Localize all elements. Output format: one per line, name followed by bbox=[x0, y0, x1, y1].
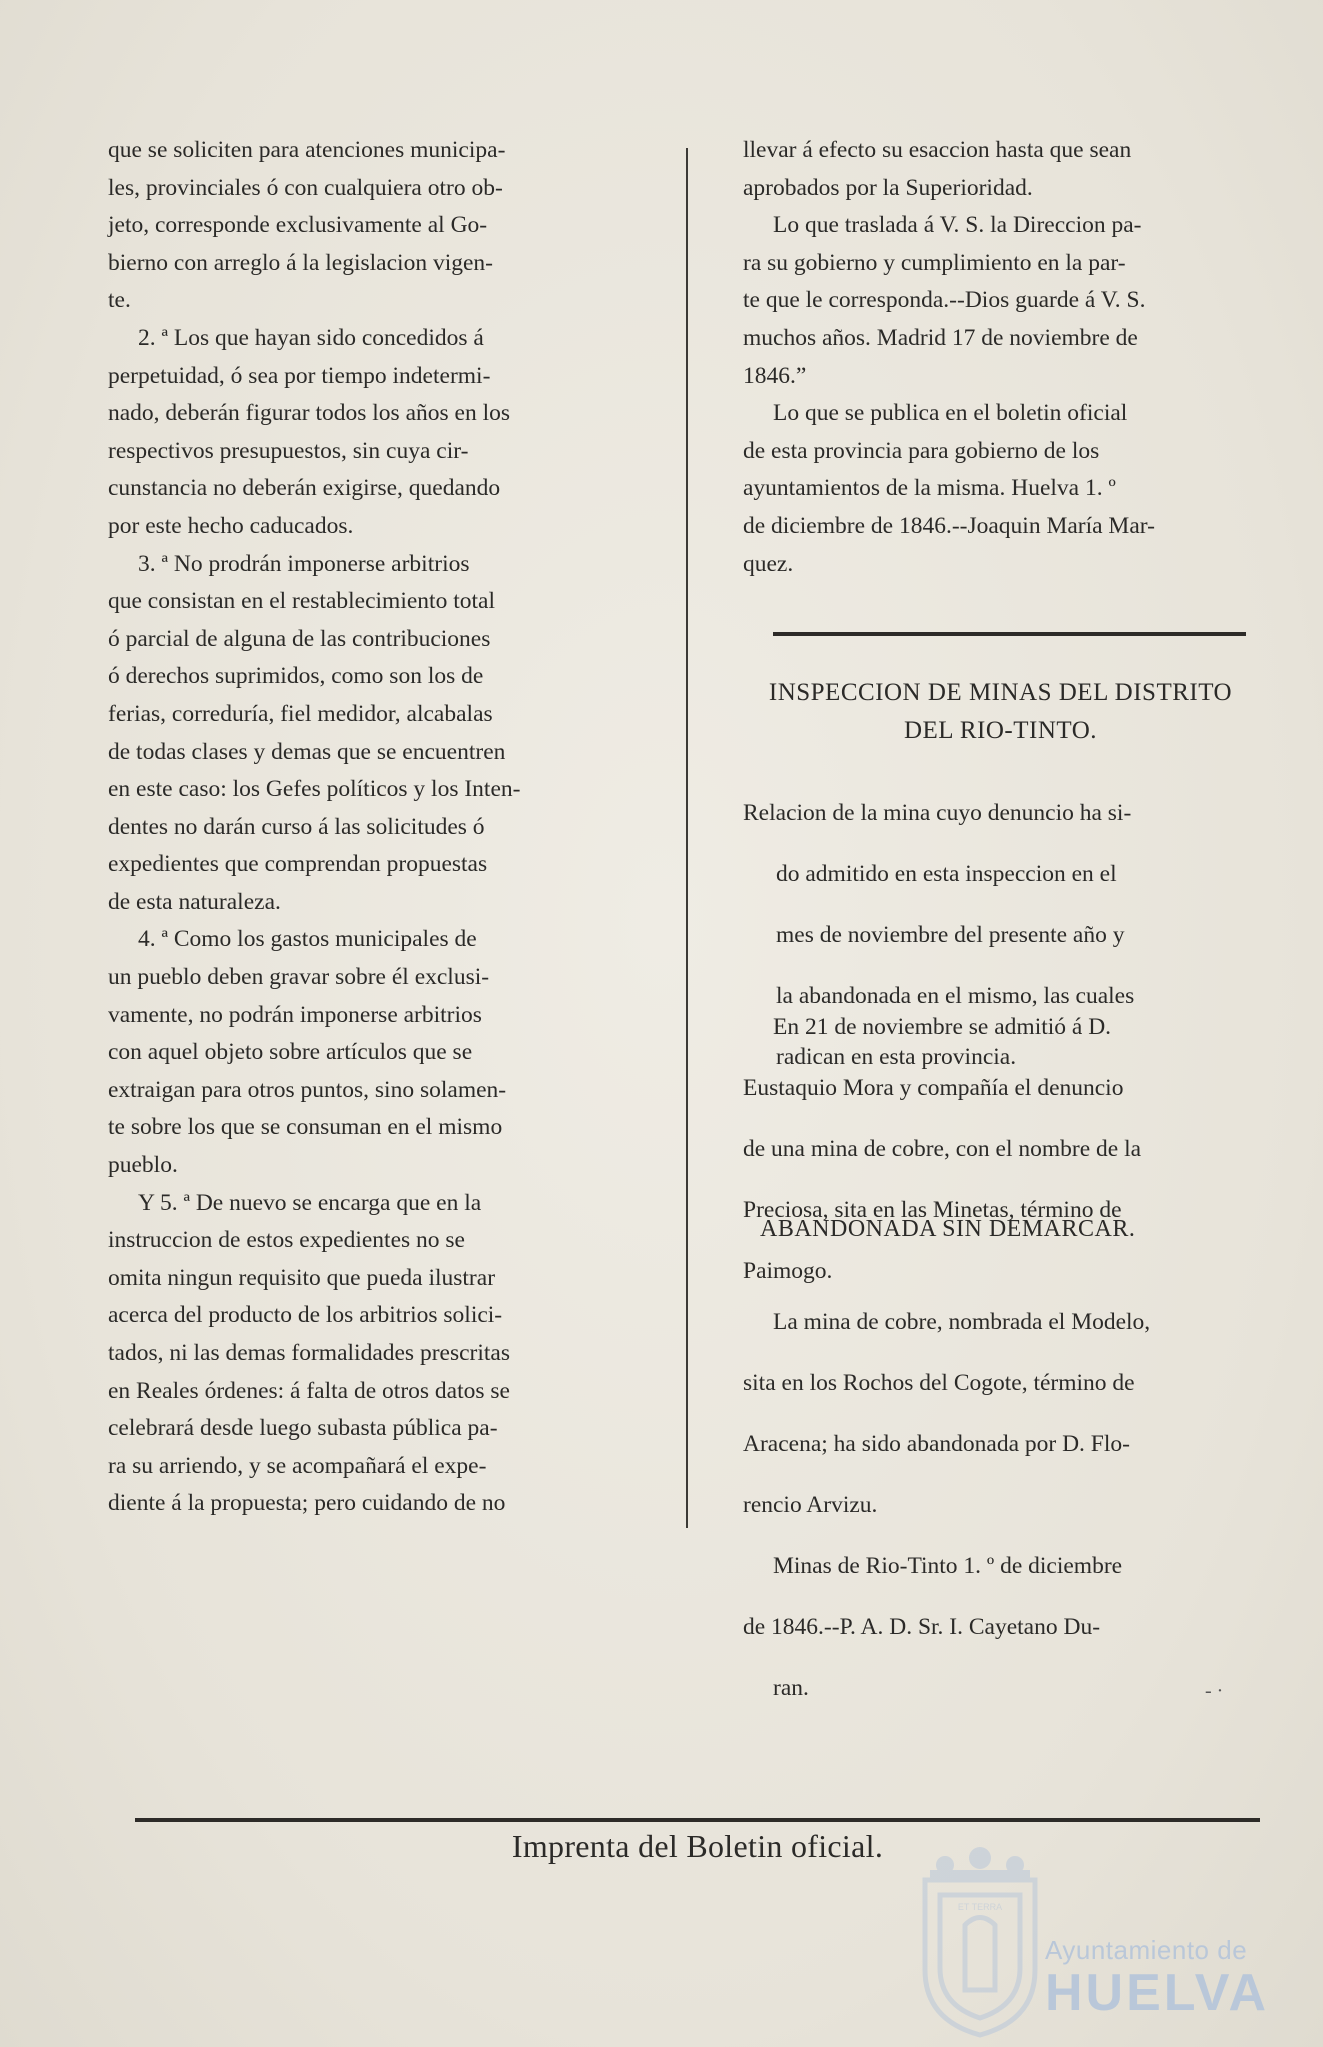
text-line: que se soliciten para atenciones municipa- bbox=[108, 137, 506, 163]
text-line: omita ningun requisito que pueda ilustrar bbox=[108, 1264, 496, 1291]
text-line: Minas de Rio-Tinto 1. º de diciembre bbox=[773, 1552, 1123, 1579]
section-heading-abandonada: ABANDONADA SIN DEMARCAR. bbox=[760, 1216, 1136, 1242]
text-line: Aracena; ha sido abandonada por D. Flo- bbox=[743, 1430, 1130, 1457]
text-line: de diciembre de 1846.--Joaquin María Mar- bbox=[743, 512, 1155, 539]
text-line: do admitido en esta inspeccion en el bbox=[776, 860, 1117, 887]
text-line: ra su arriendo, y se acompañará el expe- bbox=[108, 1452, 487, 1479]
text-line: sita en los Rochos del Cogote, término de bbox=[743, 1369, 1135, 1396]
text-line: celebrará desde luego subasta pública pa- bbox=[108, 1415, 498, 1442]
footer-rule bbox=[135, 1818, 1260, 1822]
text-line: 2. ª Los que hayan sido concedidos á bbox=[138, 324, 484, 351]
text-line: Preciosa, sita en las Minetas, término de bbox=[743, 1196, 1122, 1223]
text-line: la abandonada en el mismo, las cuales bbox=[776, 982, 1135, 1009]
text-line: te sobre los que se consuman en el mismo bbox=[108, 1114, 503, 1141]
section-divider bbox=[773, 632, 1246, 636]
text-line: diente á la propuesta; pero cuidando de no bbox=[108, 1490, 506, 1517]
text-line: Lo que traslada á V. S. la Direccion pa- bbox=[773, 212, 1142, 239]
text-line: llevar á efecto su esaccion hasta que sean bbox=[743, 137, 1132, 163]
watermark-line1: Ayuntamiento de bbox=[1045, 1935, 1248, 1965]
text-line: ra su gobierno y cumplimiento en la par- bbox=[743, 249, 1126, 276]
text-line: tados, ni las demas formalidades prescritas bbox=[108, 1340, 510, 1366]
heading-line: DEL RIO-TINTO. bbox=[903, 717, 1098, 744]
text-line: respectivos presupuestos, sin cuya cir- bbox=[108, 437, 469, 464]
text-line: aprobados por la Superioridad. bbox=[743, 174, 1033, 201]
huelva-shield-icon bbox=[905, 1840, 1055, 2040]
text-line: jeto, corresponde exclusivamente al Go- bbox=[108, 212, 488, 239]
left-column bbox=[108, 132, 623, 1523]
text-line: ran. bbox=[773, 1675, 809, 1702]
text-line: en este caso: los Gefes políticos y los Inten- bbox=[108, 776, 521, 803]
text-line: de esta provincia para gobierno de los bbox=[743, 437, 1100, 464]
text-line: Y 5. ª De nuevo se encarga que en la bbox=[138, 1189, 482, 1216]
column-divider bbox=[686, 148, 688, 1528]
text-line: quez. bbox=[743, 550, 794, 577]
text-line: te que le corresponda.--Dios guarde á V. S. bbox=[743, 287, 1146, 314]
section-heading-minas bbox=[743, 674, 1258, 750]
text-line: expedientes que comprendan propuestas bbox=[108, 851, 488, 878]
text-line: instruccion de estos expedientes no se bbox=[108, 1227, 465, 1254]
text-line: te. bbox=[108, 287, 131, 314]
text-line: Relacion de la mina cuyo denuncio ha si- bbox=[743, 799, 1132, 826]
watermark-text bbox=[1045, 1935, 1305, 2021]
text-line: La mina de cobre, nombrada el Modelo, bbox=[773, 1308, 1151, 1335]
text-line: Eustaquio Mora y compañía el denuncio bbox=[743, 1074, 1124, 1101]
text-line: ayuntamientos de la misma. Huelva 1. º bbox=[743, 475, 1116, 502]
text-line: con aquel objeto sobre artículos que se bbox=[108, 1039, 473, 1066]
denuncio-paragraph bbox=[743, 985, 1255, 1314]
heading-line: INSPECCION DE MINAS DEL DISTRITO bbox=[768, 679, 1233, 706]
watermark-line2: HUELVA bbox=[1045, 1964, 1270, 2022]
abandonada-paragraph bbox=[743, 1280, 1258, 1731]
text-line: ó derechos suprimidos, como son los de bbox=[108, 663, 484, 690]
text-line: Lo que se publica en el boletin oficial bbox=[773, 400, 1128, 427]
text-line: En 21 de noviembre se admitió á D. bbox=[773, 1013, 1112, 1040]
text-line: mes de noviembre del presente año y bbox=[776, 921, 1125, 948]
shield-motto: ET TERRA bbox=[957, 1902, 1003, 1912]
footer-imprint: Imprenta del Boletin oficial. bbox=[511, 1828, 884, 1864]
text-line: bierno con arreglo á la legislacion vigen- bbox=[108, 249, 493, 276]
text-line: vamente, no podrán imponerse arbitrios bbox=[108, 1001, 482, 1028]
printer-mark: - · bbox=[1205, 1680, 1224, 1702]
text-line: acerca del producto de los arbitrios solici- bbox=[108, 1302, 503, 1329]
text-line: un pueblo deben gravar sobre él exclusi- bbox=[108, 964, 490, 991]
text-line: de esta naturaleza. bbox=[108, 888, 281, 915]
text-line: nado, deberán figurar todos los años en los bbox=[108, 400, 511, 427]
text-line: dentes no darán curso á las solicitudes ó bbox=[108, 813, 485, 840]
text-line: rencio Arvizu. bbox=[743, 1491, 878, 1518]
text-line: de una mina de cobre, con el nombre de la bbox=[743, 1135, 1142, 1162]
text-line: pueblo. bbox=[108, 1152, 178, 1179]
text-line: cunstancia no deberán exigirse, quedando bbox=[108, 475, 501, 502]
text-line: Paimogo. bbox=[743, 1257, 833, 1284]
text-line: muchos años. Madrid 17 de noviembre de bbox=[743, 324, 1138, 351]
text-line: en Reales órdenes: á falta de otros datos se bbox=[108, 1377, 510, 1404]
text-line: les, provinciales ó con cualquiera otro ob- bbox=[108, 174, 503, 201]
text-line: ó parcial de alguna de las contribuciones bbox=[108, 625, 491, 652]
text-line: radican en esta provincia. bbox=[776, 1043, 1017, 1070]
text-line: 3. ª No prodrán imponerse arbitrios bbox=[138, 550, 470, 577]
text-line: perpetuidad, ó sea por tiempo indetermi- bbox=[108, 362, 491, 389]
text-line: de todas clases y demas que se encuentren bbox=[108, 738, 506, 765]
text-line: ferias, correduría, fiel medidor, alcabalas bbox=[108, 700, 493, 727]
text-line: 1846.” bbox=[743, 362, 807, 389]
text-line: extraigan para otros puntos, sino solamen- bbox=[108, 1076, 507, 1103]
text-line: por este hecho caducados. bbox=[108, 512, 354, 539]
text-line: de 1846.--P. A. D. Sr. I. Cayetano Du- bbox=[743, 1613, 1101, 1640]
right-column-top bbox=[743, 132, 1258, 583]
text-line: 4. ª Como los gastos municipales de bbox=[138, 926, 477, 953]
text-line: que consistan en el restablecimiento total bbox=[108, 588, 495, 615]
